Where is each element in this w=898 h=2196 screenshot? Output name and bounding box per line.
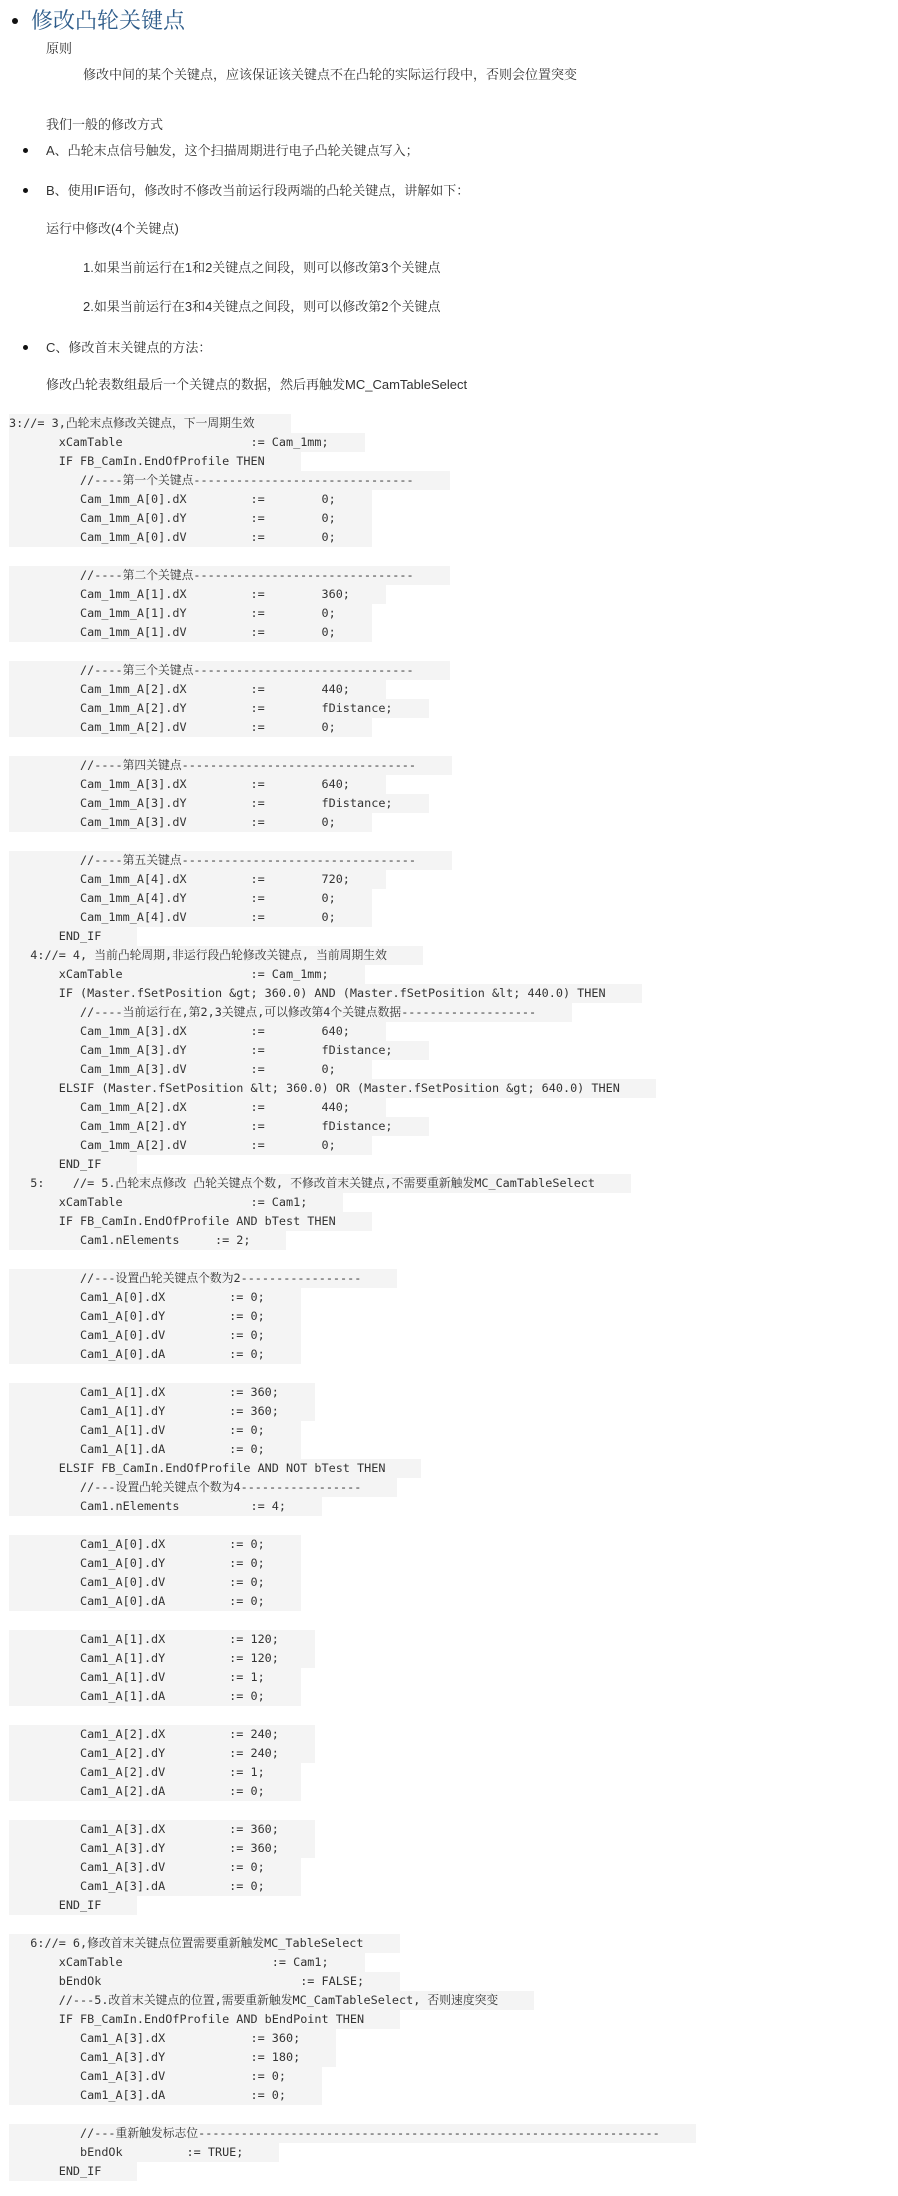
code-line (9, 1915, 898, 1934)
bullet-a: A、凸轮末点信号触发，这个扫描周期进行电子凸轮关键点写入； (46, 143, 419, 158)
code-line (9, 984, 898, 1003)
code-line (9, 509, 898, 528)
code-line-text: Cam1_A[0].dV := 0; (9, 1575, 265, 1589)
code-line (9, 1459, 898, 1478)
code-line-text: IF FB_CamIn.EndOfProfile AND bTest THEN (9, 1214, 336, 1228)
code-line (9, 832, 898, 851)
code-line (9, 1668, 898, 1687)
code-line-text: Cam_1mm_A[2].dY := fDistance; (9, 701, 393, 715)
code-line (9, 585, 898, 604)
section-title: 修改凸轮关键点 (31, 8, 186, 33)
code-line-text: Cam_1mm_A[3].dV := 0; (9, 1062, 336, 1076)
code-line (9, 661, 898, 680)
code-line-text: END_IF (9, 2164, 102, 2178)
code-line (9, 737, 898, 756)
code-line-text: //---设置凸轮关键点个数为4----------------- (9, 1480, 362, 1494)
code-line-text: //----第一个关键点------------------------------- (9, 473, 414, 487)
code-line-text: Cam1_A[3].dA := 0; (9, 2088, 286, 2102)
code-line (9, 1136, 898, 1155)
code-line (9, 1326, 898, 1345)
code-line-text: Cam1_A[3].dX := 360; (9, 1822, 279, 1836)
code-line (9, 1877, 898, 1896)
code-line-text: //----第五关键点--------------------------------- (9, 853, 416, 867)
code-line-text: Cam_1mm_A[1].dV := 0; (9, 625, 336, 639)
code-line-text: Cam_1mm_A[2].dY := fDistance; (9, 1119, 393, 1133)
code-line (9, 889, 898, 908)
method-c-text: 修改凸轮表数组最后一个关键点的数据，然后再触发MC_CamTableSelect (46, 377, 468, 392)
code-line (9, 1003, 898, 1022)
code-line (9, 642, 898, 661)
code-line-text: Cam_1mm_A[3].dY := fDistance; (9, 1043, 393, 1057)
code-line-text: Cam_1mm_A[0].dV := 0; (9, 530, 336, 544)
code-line-text: bEndOk := TRUE; (9, 2145, 244, 2159)
code-line (9, 604, 898, 623)
code-line-text: Cam1_A[1].dA := 0; (9, 1442, 265, 1456)
code-line (9, 1896, 898, 1915)
code-line-text: END_IF (9, 1898, 102, 1912)
code-line-text: Cam_1mm_A[2].dV := 0; (9, 720, 336, 734)
code-line-text: Cam1_A[3].dV := 0; (9, 1860, 265, 1874)
bullet-icon (23, 148, 28, 153)
code-line (9, 1839, 898, 1858)
code-line-text: Cam_1mm_A[3].dY := fDistance; (9, 796, 393, 810)
code-line (9, 1516, 898, 1535)
code-line-text: ELSIF (Master.fSetPosition &lt; 360.0) OR (Master.fSetPosition &gt; 640.0) THEN (9, 1081, 620, 1095)
code-line (9, 1041, 898, 1060)
code-line-text: Cam_1mm_A[0].dY := 0; (9, 511, 336, 525)
code-line (9, 433, 898, 452)
code-line (9, 1022, 898, 1041)
code-line (9, 1421, 898, 1440)
code-line (9, 1801, 898, 1820)
code-line (9, 1383, 898, 1402)
code-line-text: Cam_1mm_A[4].dV := 0; (9, 910, 336, 924)
code-line-text: xCamTable := Cam1; (9, 1955, 329, 1969)
code-line-text: //----第二个关键点------------------------------- (9, 568, 414, 582)
code-line (9, 1497, 898, 1516)
code-line-text: Cam_1mm_A[4].dY := 0; (9, 891, 336, 905)
code-line (9, 2067, 898, 2086)
code-line (9, 547, 898, 566)
code-line (9, 2029, 898, 2048)
code-line-text: Cam1_A[0].dA := 0; (9, 1347, 265, 1361)
code-line (9, 1858, 898, 1877)
code-line-text: xCamTable := Cam_1mm; (9, 967, 329, 981)
code-line (9, 528, 898, 547)
code-line (9, 1155, 898, 1174)
code-line-text: Cam_1mm_A[2].dX := 440; (9, 682, 350, 696)
code-line (9, 870, 898, 889)
code-line-text: Cam1.nElements := 4; (9, 1499, 286, 1513)
code-line-text: Cam1_A[0].dA := 0; (9, 1594, 265, 1608)
principle-label: 原则 (46, 41, 73, 56)
code-line (9, 1592, 898, 1611)
code-line (9, 1193, 898, 1212)
principle-text: 修改中间的某个关键点，应该保证该关键点不在凸轮的实际运行段中，否则会位置突变 (83, 67, 578, 82)
code-line (9, 1174, 898, 1193)
code-line (9, 2048, 898, 2067)
code-line (9, 1535, 898, 1554)
code-line (9, 851, 898, 870)
general-method-label: 我们一般的修改方式 (46, 117, 164, 132)
code-line-text: Cam_1mm_A[4].dX := 720; (9, 872, 350, 886)
code-line (9, 1934, 898, 1953)
code-line (9, 1706, 898, 1725)
code-line (9, 1687, 898, 1706)
code-line-text: //---5.改首末关键点的位置,需要重新触发MC_CamTableSelect, 否则速度突变 (9, 1993, 499, 2007)
code-line-text: Cam_1mm_A[0].dX := 0; (9, 492, 336, 506)
code-line (9, 699, 898, 718)
code-line-text: Cam1_A[2].dA := 0; (9, 1784, 265, 1798)
code-line (9, 566, 898, 585)
code-line (9, 1744, 898, 1763)
code-line-text: Cam1_A[0].dY := 0; (9, 1309, 265, 1323)
code-line-text: Cam1_A[1].dV := 1; (9, 1670, 265, 1684)
code-line (9, 1573, 898, 1592)
code-block (9, 414, 898, 2181)
code-line (9, 2086, 898, 2105)
code-line (9, 794, 898, 813)
code-line (9, 946, 898, 965)
code-line-text: Cam1_A[0].dV := 0; (9, 1328, 265, 1342)
code-line-text: //----第四关键点--------------------------------- (9, 758, 416, 772)
code-line (9, 1440, 898, 1459)
code-line-text: Cam1_A[1].dA := 0; (9, 1689, 265, 1703)
code-line (9, 1972, 898, 1991)
code-line (9, 1307, 898, 1326)
code-line (9, 927, 898, 946)
code-line (9, 1991, 898, 2010)
case-1-text: 1.如果当前运行在1和2关键点之间段，则可以修改第3个关键点 (83, 260, 441, 275)
code-line-text: Cam1_A[3].dX := 360; (9, 2031, 301, 2045)
code-line (9, 2010, 898, 2029)
code-line (9, 2124, 898, 2143)
code-line (9, 1782, 898, 1801)
code-line (9, 1231, 898, 1250)
code-line (9, 2105, 898, 2124)
code-line-text: Cam1_A[0].dY := 0; (9, 1556, 265, 1570)
code-line (9, 1763, 898, 1782)
code-line-text: Cam1_A[3].dY := 360; (9, 1841, 279, 1855)
code-line (9, 1402, 898, 1421)
code-line-text: 6://= 6,修改首末关键点位置需要重新触发MC_TableSelect (9, 1936, 364, 1950)
code-line (9, 1098, 898, 1117)
code-line (9, 1611, 898, 1630)
code-line (9, 471, 898, 490)
code-line-text: 4://= 4, 当前凸轮周期,非运行段凸轮修改关键点, 当前周期生效 (9, 948, 387, 962)
code-line-text: //----当前运行在,第2,3关键点,可以修改第4个关键点数据------------------- (9, 1005, 537, 1019)
bullet-icon (12, 18, 18, 24)
code-line-text: IF FB_CamIn.EndOfProfile AND bEndPoint THEN (9, 2012, 365, 2026)
code-line (9, 414, 898, 433)
code-line-text: Cam1_A[1].dY := 360; (9, 1404, 279, 1418)
code-line (9, 1725, 898, 1744)
code-line-text: Cam1_A[3].dA := 0; (9, 1879, 265, 1893)
bullet-c: C、修改首末关键点的方法： (46, 340, 212, 355)
code-line (9, 1079, 898, 1098)
code-line-text: Cam1_A[1].dX := 120; (9, 1632, 279, 1646)
code-line (9, 1288, 898, 1307)
code-line-text: ELSIF FB_CamIn.EndOfProfile AND NOT bTest THEN (9, 1461, 386, 1475)
code-line-text: 5: //= 5.凸轮末点修改 凸轮关键点个数, 不修改首末关键点,不需要重新触发MC_CamTableSelect (9, 1176, 595, 1190)
running-modify-label: 运行中修改(4个关键点) (46, 221, 179, 236)
code-line (9, 1060, 898, 1079)
code-line (9, 813, 898, 832)
code-line (9, 2162, 898, 2181)
code-line-text: Cam_1mm_A[2].dX := 440; (9, 1100, 350, 1114)
code-line-text: //----第三个关键点------------------------------- (9, 663, 414, 677)
code-line-text: //---设置凸轮关键点个数为2----------------- (9, 1271, 362, 1285)
code-line (9, 452, 898, 471)
code-line (9, 1250, 898, 1269)
code-line-text: Cam1_A[0].dX := 0; (9, 1537, 265, 1551)
code-line-text: Cam1_A[2].dV := 1; (9, 1765, 265, 1779)
bullet-b: B、使用IF语句，修改时不修改当前运行段两端的凸轮关键点，讲解如下： (46, 183, 470, 198)
code-line (9, 1345, 898, 1364)
bullet-icon (23, 188, 28, 193)
code-line-text: Cam1_A[0].dX := 0; (9, 1290, 265, 1304)
code-line (9, 1953, 898, 1972)
code-line-text: Cam_1mm_A[1].dX := 360; (9, 587, 350, 601)
code-line (9, 1117, 898, 1136)
code-line (9, 718, 898, 737)
code-line-text: IF FB_CamIn.EndOfProfile THEN (9, 454, 265, 468)
code-line (9, 775, 898, 794)
code-line (9, 623, 898, 642)
code-line (9, 965, 898, 984)
code-line (9, 680, 898, 699)
code-line (9, 1212, 898, 1231)
case-2-text: 2.如果当前运行在3和4关键点之间段，则可以修改第2个关键点 (83, 299, 441, 314)
code-line-text: bEndOk := FALSE; (9, 1974, 365, 1988)
code-line-text: Cam1_A[1].dV := 0; (9, 1423, 265, 1437)
code-line (9, 2143, 898, 2162)
code-line (9, 1364, 898, 1383)
code-line-text: Cam1_A[1].dY := 120; (9, 1651, 279, 1665)
code-line-text: END_IF (9, 929, 102, 943)
code-line-text: Cam_1mm_A[3].dV := 0; (9, 815, 336, 829)
code-line (9, 1269, 898, 1288)
code-line (9, 1478, 898, 1497)
code-line (9, 1649, 898, 1668)
code-line-text: Cam_1mm_A[3].dX := 640; (9, 777, 350, 791)
code-line (9, 1554, 898, 1573)
code-line-text: Cam1_A[3].dV := 0; (9, 2069, 286, 2083)
code-line (9, 490, 898, 509)
code-line-text: Cam1_A[3].dY := 180; (9, 2050, 301, 2064)
code-line-text: Cam_1mm_A[3].dX := 640; (9, 1024, 350, 1038)
code-line-text: END_IF (9, 1157, 102, 1171)
bullet-icon (23, 345, 28, 350)
code-line-text: //---重新触发标志位----------------------------------------------------------------- (9, 2126, 660, 2140)
code-line (9, 1820, 898, 1839)
code-line (9, 756, 898, 775)
code-line-text: xCamTable := Cam1; (9, 1195, 308, 1209)
code-line-text: Cam1_A[1].dX := 360; (9, 1385, 279, 1399)
code-line-text: Cam_1mm_A[1].dY := 0; (9, 606, 336, 620)
code-line (9, 908, 898, 927)
code-line-text: Cam_1mm_A[2].dV := 0; (9, 1138, 336, 1152)
code-line-text: Cam1_A[2].dX := 240; (9, 1727, 279, 1741)
code-line-text: IF (Master.fSetPosition &gt; 360.0) AND (Master.fSetPosition &lt; 440.0) THEN (9, 986, 606, 1000)
code-line (9, 1630, 898, 1649)
code-line-text: Cam1.nElements := 2; (9, 1233, 251, 1247)
code-line-text: 3://= 3,凸轮末点修改关键点，下一周期生效 (9, 416, 255, 430)
section-heading (12, 4, 185, 38)
code-line-text: xCamTable := Cam_1mm; (9, 435, 329, 449)
code-line-text: Cam1_A[2].dY := 240; (9, 1746, 279, 1760)
